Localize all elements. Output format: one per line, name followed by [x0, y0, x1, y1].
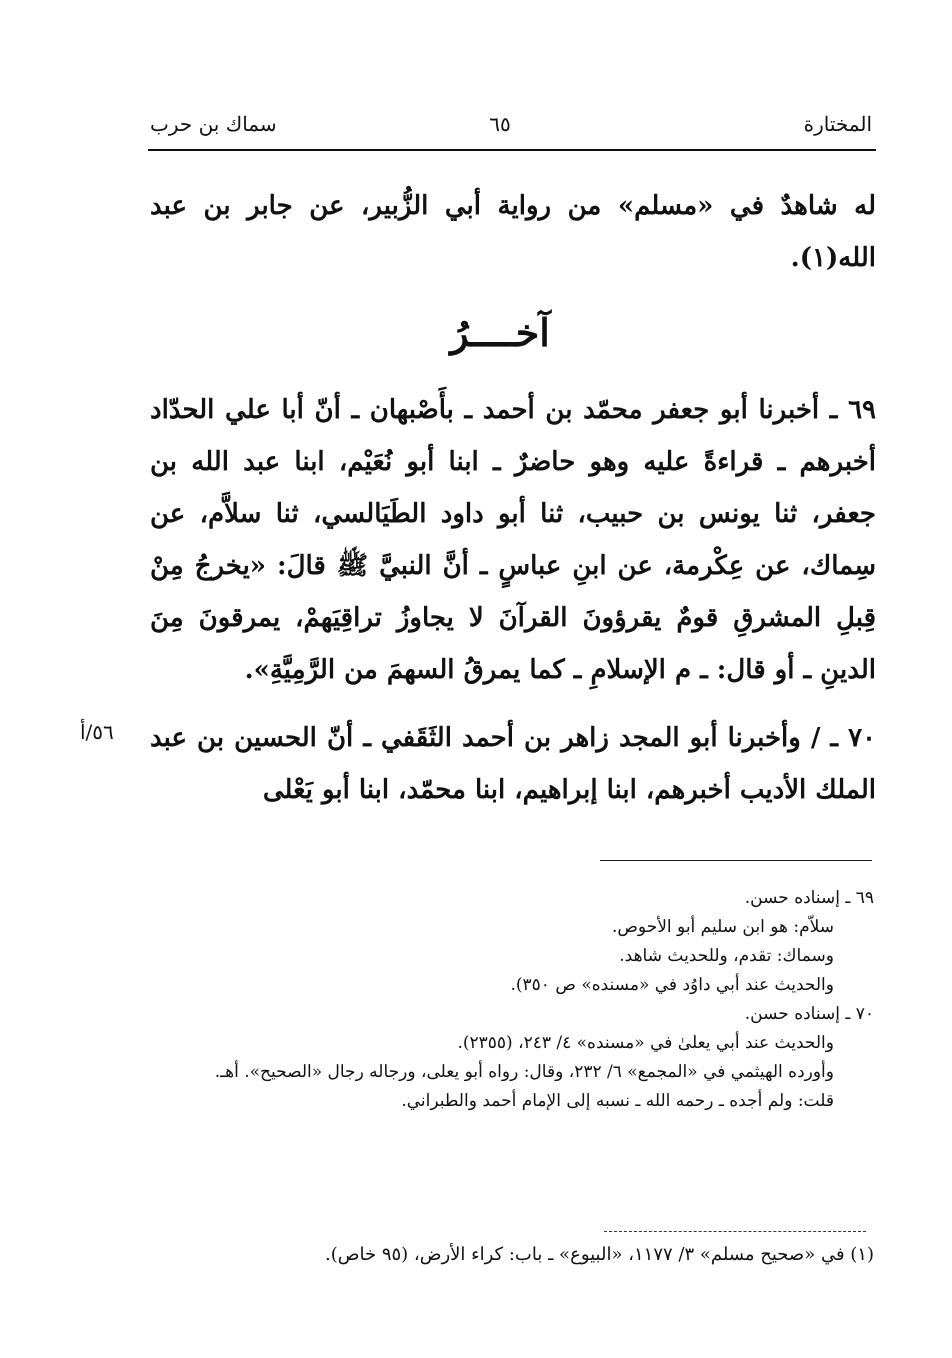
footnote-line: وأورده الهيثمي في «المجمع» ٦/ ٢٣٢، وقال: رواه أبو يعلى، ورجاله رجال «الصحيح». أهـ. — [214, 1062, 834, 1082]
footnote-line: والحديث عند أبي يعلىٰ في «مسنده» ٤/ ٢٤٣، (٢٣٥٥). — [457, 1033, 834, 1053]
margin-folio-note: ٥٦/أ — [80, 720, 114, 744]
footnote-line: سلاّم: هو ابن سليم أبو الأحوص. — [611, 917, 834, 937]
paragraph-69: ٦٩ ـ أخبرنا أبو جعفر محمّد بن أحمد ـ بأَصْبهان ـ أنّ أبا علي الحدّاد أخبرهم ـ قراءةً عليه وهو حاضرٌ ـ ابنا أبو نُعَيْم، ابنا عبد الله بن جعفر، ثنا يونس بن حبيب، ثنا أبو داود الطَيَالسي، ثنا سلاَّم، عن سِماك، عن عِكْرمة، عن ابنِ عباسٍ ـ أنَّ النبيَّ ﷺ قالَ: «يخرجُ مِنْ قِبلِ المشرقِ قومٌ يقرؤونَ القرآنَ لا يجاوزُ تراقِيَهمْ، يمرقونَ مِنَ الدينِ ـ أو قال: ـ م الإسلامِ ـ كما يمرقُ السهمَ من الرَّمِيَّةِ». — [150, 395, 876, 685]
footnotes — [148, 884, 874, 1116]
paragraph-intro: له شاهدٌ في «مسلم» من رواية أبي الزُّبير، عن جابر بن عبد الله(١). — [150, 191, 876, 273]
note-divider — [604, 1231, 866, 1232]
footnote-line: والحديث عند أبي داوُد في «مسنده» ص ٣٥٠). — [510, 975, 834, 995]
footnote-divider — [600, 860, 872, 861]
header-page-number: ٦٥ — [489, 112, 511, 136]
reference-note: (١) في «صحيح مسلم» ٣/ ١١٧٧، «البيوع» ـ باب: كراء الأرض، (٩٥ خاص). — [324, 1244, 874, 1265]
footnote-line: ٦٩ ـ إسناده حسن. — [744, 888, 874, 908]
footnote-line: ٧٠ ـ إسناده حسن. — [744, 1004, 874, 1024]
header-divider — [148, 149, 876, 151]
header-book-title: المختارة — [803, 112, 872, 136]
footnote-line: قلت: ولم أجده ـ رحمه الله ـ نسبه إلى الإمام أحمد والطبراني. — [401, 1091, 834, 1111]
footnote-line: وسماك: تقدم، وللحديث شاهد. — [619, 946, 834, 966]
paragraph-70: ٧٠ ـ / وأخبرنا أبو المجد زاهر بن أحمد الثَقَفي ـ أنّ الحسين بن عبد الملك الأديب أخبرهم، ابنا إبراهيم، ابنا محمّد، ابنا أبو يَعْلى — [150, 723, 876, 805]
header-chapter: سماك بن حرب — [150, 112, 277, 136]
section-title: آخــــرُ — [450, 310, 550, 355]
